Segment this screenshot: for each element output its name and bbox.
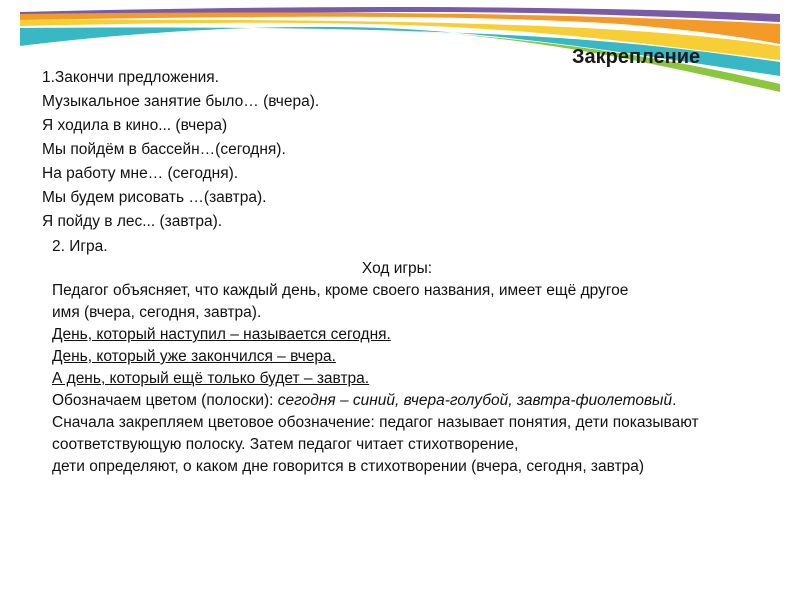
game-intro-continued: имя (вчера, сегодня, завтра). bbox=[52, 304, 262, 321]
game-heading: 2. Игра. bbox=[52, 238, 108, 255]
underlined-rule-tomorrow: А день, который ещё только будет – завтра. bbox=[52, 370, 370, 387]
list-item: Я пойду в лес... (завтра). bbox=[42, 213, 223, 230]
color-legend-prefix: Обозначаем цветом (полоски): bbox=[52, 392, 278, 409]
exercise-1-heading: 1.Закончи предложения. bbox=[42, 69, 219, 86]
list-item: Мы будем рисовать …(завтра). bbox=[42, 189, 267, 206]
underlined-rule-today: День, который наступил – называется сегодня. bbox=[52, 326, 391, 343]
color-legend-suffix: . bbox=[672, 392, 677, 409]
list-item: Мы пойдём в бассейн…(сегодня). bbox=[42, 141, 286, 158]
list-item: Я ходила в кино... (вчера) bbox=[42, 117, 228, 134]
game-step-1: Сначала закрепляем цветовое обозначение: педагог называет понятия, дети показывают соответствующую полоску. Затем педагог читает стихотворение, bbox=[52, 414, 699, 453]
color-legend-values: сегодня – синий, вчера-голубой, завтра-фиолетовый bbox=[277, 392, 673, 409]
game-intro: Педагог объясняет, что каждый день, кроме своего названия, имеет ещё другое bbox=[52, 282, 629, 299]
underlined-rule-yesterday: День, который уже закончился – вчера. bbox=[52, 348, 336, 365]
game-section bbox=[52, 236, 742, 478]
exercise-1-list bbox=[42, 66, 319, 234]
color-legend bbox=[52, 390, 742, 412]
game-subheading: Ход игры: bbox=[361, 260, 433, 277]
slide-title: Закрепление bbox=[572, 46, 701, 68]
list-item: Музыкальное занятие было… (вчера). bbox=[42, 93, 320, 110]
game-step-2: дети определяют, о каком дне говорится в стихотворении (вчера, сегодня, завтра) bbox=[52, 458, 645, 475]
list-item: На работу мне… (сегодня). bbox=[42, 165, 239, 182]
